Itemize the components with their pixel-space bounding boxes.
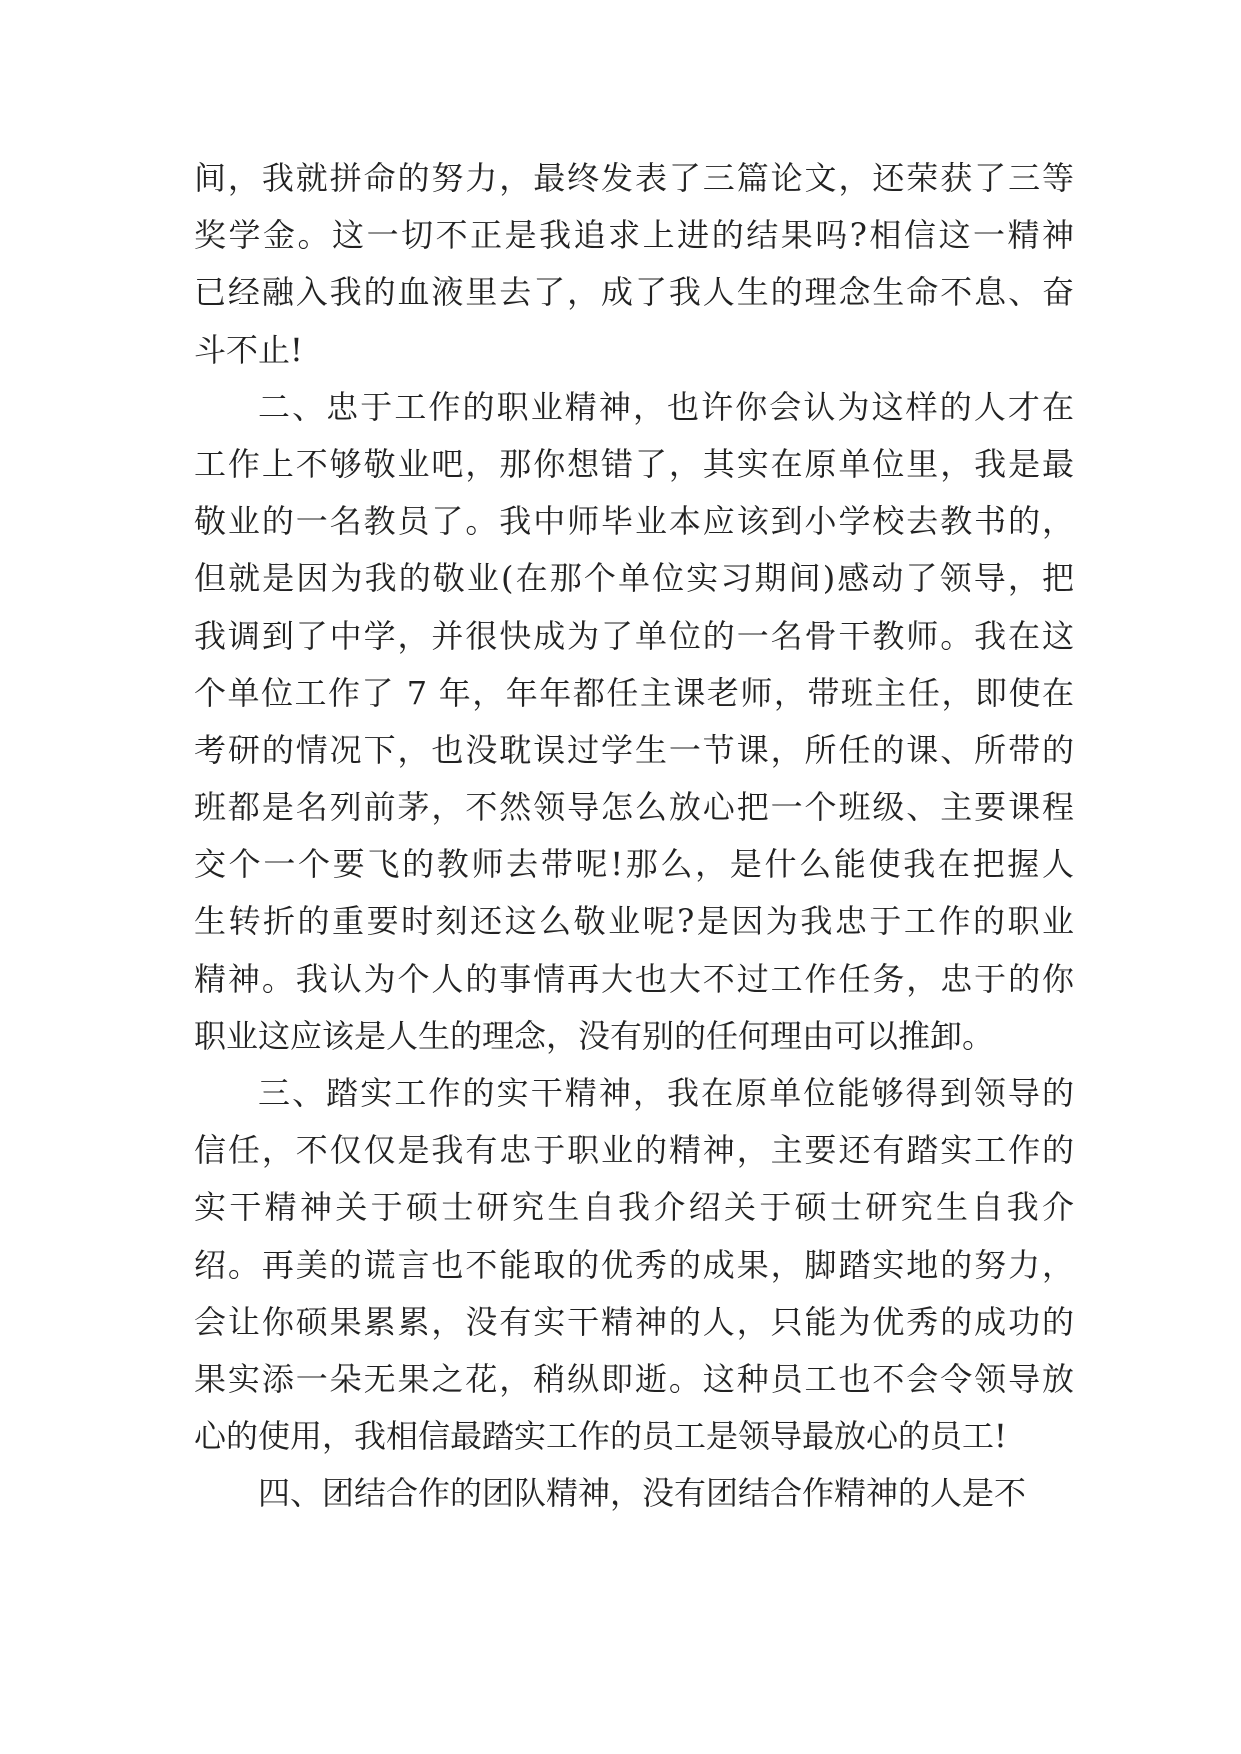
paragraph bbox=[194, 150, 1074, 379]
text-line: 实干精神关于硕士研究生自我介绍关于硕士研究生自我介 bbox=[194, 1188, 1074, 1227]
text-line: 我调到了中学，并很快成为了单位的一名骨干教师。我在这 bbox=[194, 616, 1074, 655]
text-line: 工作上不够敬业吧，那你想错了，其实在原单位里，我是最 bbox=[194, 444, 1074, 483]
text-line: 但就是因为我的敬业(在那个单位实习期间)感动了领导，把 bbox=[194, 559, 1074, 598]
paragraph bbox=[194, 1465, 1074, 1522]
text-line: 绍。再美的谎言也不能取的优秀的成果，脚踏实地的努力， bbox=[194, 1245, 1074, 1284]
text-line: 三、踏实工作的实干精神，我在原单位能够得到领导的 bbox=[258, 1074, 1074, 1112]
text-line: 果实添一朵无果之花，稍纵即逝。这种员工也不会令领导放 bbox=[194, 1359, 1074, 1398]
text-line: 心的使用，我相信最踏实工作的员工是领导最放心的员工! bbox=[194, 1417, 1007, 1456]
text-line: 交个一个要飞的教师去带呢!那么，是什么能使我在把握人 bbox=[194, 845, 1074, 884]
text-line: 精神。我认为个人的事情再大也大不过工作任务，忠于的你 bbox=[194, 959, 1074, 998]
text-line: 考研的情况下，也没耽误过学生一节课，所任的课、所带的 bbox=[194, 730, 1074, 769]
text-line: 四、团结合作的团队精神，没有团结合作精神的人是不 bbox=[258, 1474, 1027, 1513]
text-line: 奖学金。这一切不正是我追求上进的结果吗?相信这一精神 bbox=[194, 216, 1074, 255]
text-line: 生转折的重要时刻还这么敬业呢?是因为我忠于工作的职业 bbox=[194, 902, 1074, 941]
paragraph bbox=[194, 1065, 1074, 1465]
text-line: 职业这应该是人生的理念，没有别的任何理由可以推卸。 bbox=[194, 1016, 995, 1055]
text-line: 信任，不仅仅是我有忠于职业的精神，主要还有踏实工作的 bbox=[194, 1131, 1074, 1170]
body-text bbox=[194, 150, 1074, 1523]
text-line: 会让你硕果累累，没有实干精神的人，只能为优秀的成功的 bbox=[194, 1302, 1074, 1341]
paragraph bbox=[194, 379, 1074, 1065]
text-line: 二、忠于工作的职业精神，也许你会认为这样的人才在 bbox=[258, 387, 1074, 426]
text-line: 斗不止! bbox=[194, 330, 303, 369]
text-line: 已经融入我的血液里去了，成了我人生的理念生命不息、奋 bbox=[194, 273, 1074, 312]
text-line: 敬业的一名教员了。我中师毕业本应该到小学校去教书的， bbox=[194, 502, 1074, 541]
text-line: 个单位工作了 7 年，年年都任主课老师，带班主任，即使在 bbox=[194, 673, 1074, 712]
text-line: 班都是名列前茅，不然领导怎么放心把一个班级、主要课程 bbox=[194, 788, 1074, 827]
text-line: 间，我就拼命的努力，最终发表了三篇论文，还荣获了三等 bbox=[194, 159, 1074, 197]
